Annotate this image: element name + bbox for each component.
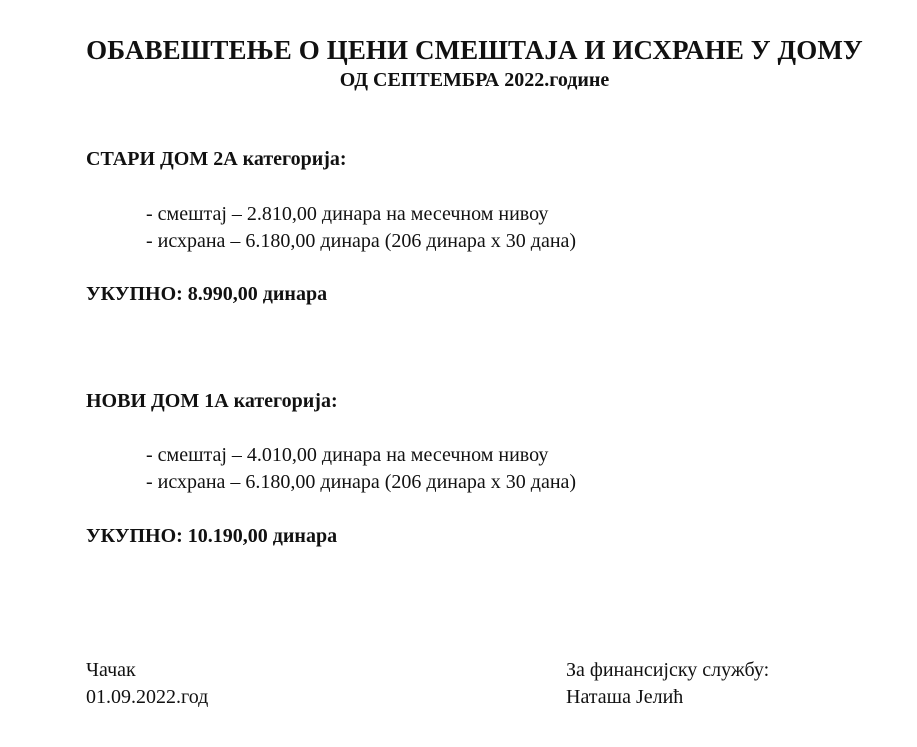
section-heading-old-dorm: СТАРИ ДОМ 2А категорија: [86, 148, 347, 170]
list-item-accommodation: - смештај – 2.810,00 динара на месечном нивоу [146, 203, 549, 225]
section-heading-new-dorm: НОВИ ДОМ 1А категорија: [86, 390, 338, 412]
footer-place: Чачак [86, 659, 136, 681]
list-item-meals: - исхрана – 6.180,00 динара (206 динара х 30 дана) [146, 471, 577, 493]
list-item-accommodation: - смештај – 4.010,00 динара на месечном нивоу [146, 444, 549, 466]
signature-label: За финансијску службу: [566, 659, 770, 681]
footer-date: 01.09.2022.год [86, 686, 209, 708]
signatory-name: Наташа Јелић [566, 686, 684, 708]
document-title: ОБАВЕШТЕЊЕ О ЦЕНИ СМЕШТАЈА И ИСХРАНЕ У ДОМУ [86, 35, 863, 65]
total-new-dorm: УКУПНО: 10.190,00 динара [86, 525, 338, 547]
list-item-meals: - исхрана – 6.180,00 динара (206 динара х 30 дана) [146, 230, 577, 252]
total-old-dorm: УКУПНО: 8.990,00 динара [86, 283, 328, 305]
document-subtitle: ОД СЕПТЕМБРА 2022.године [339, 69, 610, 91]
